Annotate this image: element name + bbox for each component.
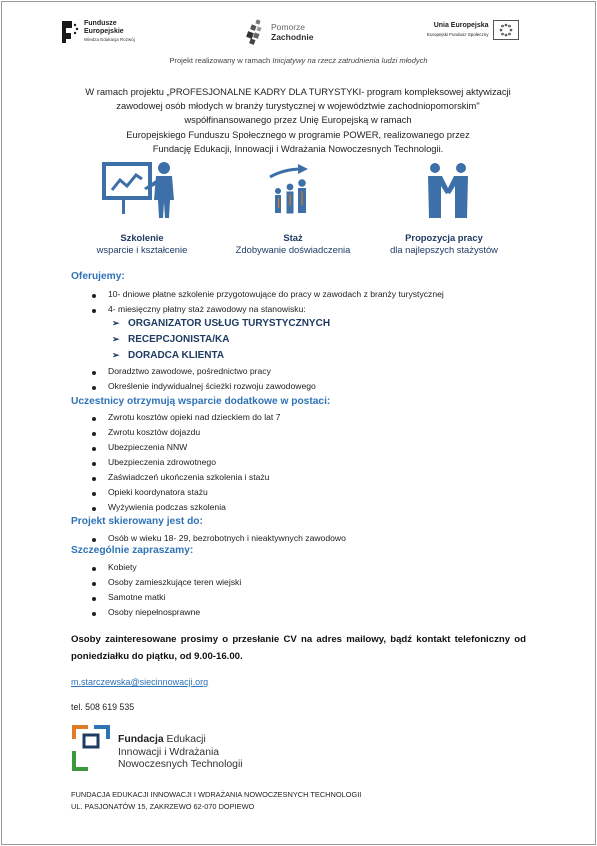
job-offer-handshake-icon — [424, 162, 472, 220]
bullet-icon — [92, 582, 96, 586]
email-link[interactable]: m.starczewska@siecinnowacji.org — [71, 677, 209, 687]
bullet-icon — [92, 447, 96, 451]
invite-item-text: Osoby niepełnosprawne — [108, 607, 201, 617]
arrow-bullet-icon: ➢ — [112, 350, 120, 360]
support-item-text: Ubezpieczenia NNW — [108, 442, 188, 452]
invite-heading: Szczególnie zapraszamy: — [71, 545, 194, 556]
bullet-icon — [92, 371, 96, 375]
offer-item-text: 4- miesięczny płatny staż zawodowy na stanowisku: — [108, 304, 306, 314]
intro-line: Fundację Edukacji, Innowacji i Wdrażania Nowoczesnych Technologii. — [152, 142, 444, 154]
invite-item-text: Osoby zamieszkujące teren wiejski — [108, 577, 242, 587]
support-item-text: Ubezpieczenia zdrowotnego — [108, 457, 216, 467]
arrow-bullet-icon: ➢ — [112, 318, 120, 328]
icon-title: Propozycja pracy — [405, 232, 483, 243]
offer-heading: Oferujemy: — [71, 271, 125, 282]
fe-line1: Fundusze — [84, 20, 117, 27]
internship-growth-icon — [266, 163, 316, 218]
invite-item-text: Samotne matki — [108, 592, 166, 602]
bullet-icon — [92, 477, 96, 481]
bullet-icon — [92, 462, 96, 466]
pz-line2: Zachodnie — [271, 32, 314, 42]
support-item-text: Opieki koordynatora stażu — [108, 487, 208, 497]
ue-line1: Unia Europejska — [433, 22, 489, 29]
pomorze-zachodnie-logo — [244, 17, 314, 47]
invite-item — [108, 577, 241, 587]
intro-line: Europejskiego Funduszu Społecznego w programie POWER, realizowanego przez — [126, 128, 470, 140]
eu-flag-icon — [493, 20, 519, 40]
position-item — [112, 318, 331, 329]
foundation-line2: Innowacji i Wdrażania — [118, 746, 220, 758]
foundation-word2: Edukacji — [163, 734, 206, 745]
position-item — [112, 334, 230, 345]
bullet-icon — [92, 567, 96, 571]
pomorze-zachodnie-emblem-icon — [244, 18, 268, 46]
icon-block-training — [77, 232, 207, 256]
foundation-line3: Nowoczesnych Technologii — [118, 759, 243, 770]
fundusze-europejskie-logo — [58, 18, 135, 46]
phone-number: tel. 508 619 535 — [71, 702, 135, 712]
position-item — [112, 350, 225, 361]
icon-block-internship — [228, 232, 358, 256]
support-item — [108, 442, 187, 452]
bullet-icon — [92, 597, 96, 601]
offer-item — [108, 289, 444, 299]
intro-paragraph — [62, 85, 534, 156]
target-item — [108, 533, 346, 543]
icon-block-job — [379, 232, 509, 256]
bullet-icon — [92, 612, 96, 616]
support-item — [108, 487, 208, 497]
icon-subtitle: wsparcie i kształcenie — [96, 244, 188, 255]
invite-item-text: Kobiety — [108, 562, 137, 572]
bullet-icon — [92, 432, 96, 436]
project-line-italic: Inicjatywy na rzecz zatrudnienia ludzi młodych — [272, 56, 428, 65]
bullet-icon — [92, 538, 96, 542]
icon-subtitle: Zdobywanie doświadczenia — [235, 244, 351, 255]
support-item-text: Zwrotu kosztów dojazdu — [108, 427, 201, 437]
bullet-icon — [92, 507, 96, 511]
intro-line: współfinansowanego przez Unię Europejską w ramach — [184, 114, 412, 126]
offer-item — [108, 304, 306, 314]
footer-line1: FUNDACJA EDUKACJI INNOWACJI I WDRAŻANIA NOWOCZESNYCH TECHNOLOGII — [71, 790, 362, 799]
target-item-text: Osób w wieku 18- 29, bezrobotnych i nieaktywnych zawodowo — [108, 533, 346, 543]
invite-item — [108, 592, 165, 602]
foundation-word1: Fundacja — [118, 734, 164, 745]
support-item — [108, 472, 269, 482]
contact-paragraph: Osoby zainteresowane prosimy o przesłanie CV na adres mailowy, bądź kontakt telefoniczny od poniedziałku do piątku, od 9.00-16.00. — [71, 634, 526, 662]
bullet-icon — [92, 309, 96, 313]
intro-line: W ramach projektu „PROFESJONALNE KADRY DLA TURYSTYKI- program kompleksowej aktywizacji — [85, 86, 511, 97]
bullet-icon — [92, 386, 96, 390]
foundation-logo — [72, 725, 243, 772]
ue-sub: Europejski Fundusz Społeczny — [427, 32, 489, 37]
fe-line2: Europejskie — [84, 28, 124, 35]
offer-item-text: 10- dniowe płatne szkolenie przygotowujące do pracy w zawodach z branży turystycznej — [108, 289, 444, 299]
offer-item — [108, 381, 316, 391]
support-heading: Uczestnicy otrzymują wsparcie dodatkowe w postaci: — [71, 396, 331, 407]
support-item-text: Zwrotu kosztów opieki nad dzieckiem do lat 7 — [108, 412, 281, 422]
fundusze-europejskie-emblem-icon — [58, 19, 80, 45]
invite-item — [108, 562, 137, 572]
icon-title: Staż — [283, 232, 303, 243]
invite-item — [108, 607, 200, 617]
offer-item — [108, 366, 271, 376]
support-item — [108, 412, 280, 422]
position-text: ORGANIZATOR USŁUG TURYSTYCZNYCH — [128, 318, 331, 329]
foundation-emblem-icon — [72, 725, 110, 771]
bullet-icon — [92, 492, 96, 496]
pz-line1: Pomorze — [271, 22, 306, 32]
position-text: DORADCA KLIENTA — [128, 350, 225, 361]
training-presentation-icon — [102, 160, 182, 220]
fe-sub: Wiedza Edukacja Rozwój — [84, 37, 135, 42]
arrow-bullet-icon: ➢ — [112, 334, 120, 344]
support-item — [108, 427, 200, 437]
unia-europejska-logo — [427, 20, 519, 40]
footer — [71, 789, 361, 812]
intro-line: zawodowej osób młodych w branży turystycznej w województwie zachodniopomorskim" — [116, 100, 480, 112]
project-line-prefix: Projekt realizowany w ramach — [169, 56, 273, 65]
support-item-text: Wyżywienia podczas szkolenia — [108, 502, 226, 512]
bullet-icon — [92, 294, 96, 298]
support-item — [108, 502, 226, 512]
icon-title: Szkolenie — [120, 232, 164, 243]
support-item — [108, 457, 216, 467]
bullet-icon — [92, 417, 96, 421]
icon-subtitle: dla najlepszych stażystów — [390, 244, 498, 255]
position-text: RECEPCJONISTA/KA — [128, 334, 230, 345]
target-heading: Projekt skierowany jest do: — [71, 516, 203, 527]
support-item-text: Zaświadczeń ukończenia szkolenia i stażu — [108, 472, 270, 482]
offer-item-text: Określenie indywidualnej ścieżki rozwoju zawodowego — [108, 381, 316, 391]
offer-item-text: Doradztwo zawodowe, pośrednictwo pracy — [108, 366, 271, 376]
footer-line2: UL. PASJONATÓW 15, ZAKRZEWO 62-070 DOPIEWO — [71, 801, 255, 811]
project-line — [0, 56, 597, 65]
